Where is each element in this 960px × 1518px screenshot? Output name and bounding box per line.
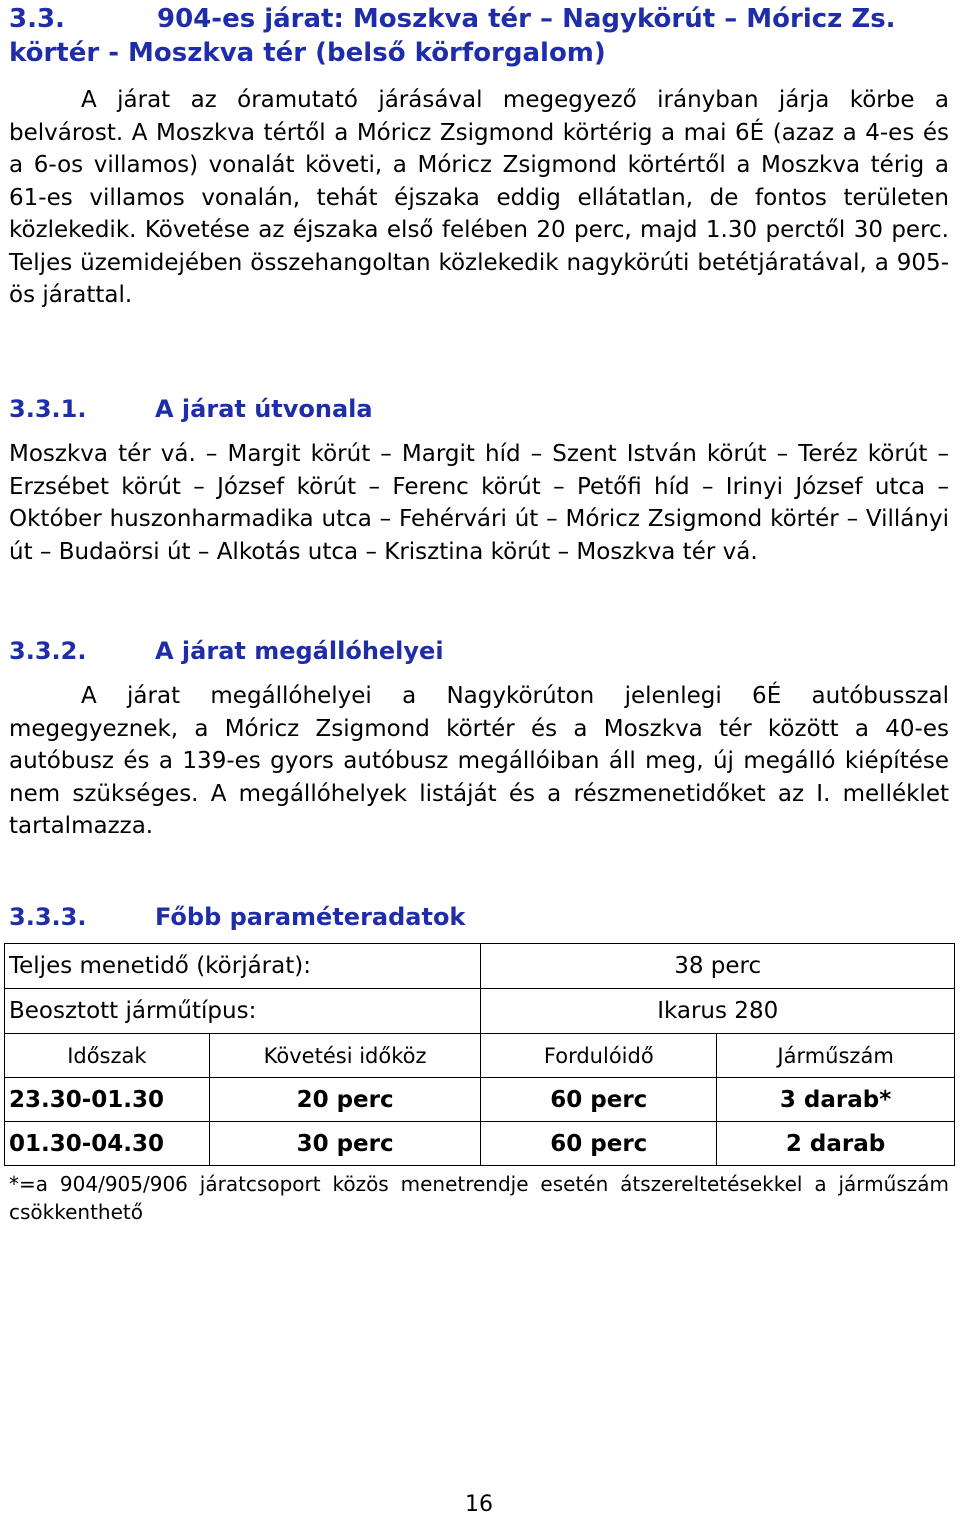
section-number: 3.3. (9, 4, 65, 34)
table-footnote: *=a 904/905/906 járatcsoport közös menetrendje esetén átszereltetésekkel a járműszám csökkenthető (9, 1172, 949, 1224)
table-header-row (5, 1034, 955, 1078)
page-number: 16 (465, 1492, 493, 1517)
subsection-heading-parameters (9, 902, 949, 932)
table-cell-label: Teljes menetidő (körjárat): (5, 944, 481, 989)
table-header-cell: Fordulóidő (481, 1034, 717, 1078)
section-title: 904-es járat: Moszkva tér – Nagykörút – Móricz Zs. körtér - Moszkva tér (belső körforgalom) (9, 4, 896, 68)
table-row (5, 944, 955, 989)
table-cell: 3 darab* (717, 1078, 955, 1122)
table-cell-value: 38 perc (481, 944, 955, 989)
table-row (5, 1078, 955, 1122)
section-heading (9, 2, 949, 70)
table-cell: 01.30-04.30 (5, 1122, 210, 1166)
table-cell: 30 perc (209, 1122, 481, 1166)
table-cell: 23.30-01.30 (5, 1078, 210, 1122)
subsection-heading-route (9, 394, 949, 424)
subsection-number: 3.3.3. (9, 903, 87, 931)
table-cell: 2 darab (717, 1122, 955, 1166)
table-cell: 60 perc (481, 1122, 717, 1166)
table-cell-label: Beosztott járműtípus: (5, 989, 481, 1034)
stops-paragraph: A járat megállóhelyei a Nagykörúton jelenlegi 6É autóbusszal megegyeznek, a Móricz Zsigmond körtér és a Moszkva tér között a 40-es autóbusz és a 139-es gyors autóbusz megállóiban áll meg, új megálló kiépítése nem szükséges. A megállóhelyek listáját és a részmenetidőket az I. melléklet tartalmazza. (9, 683, 949, 839)
subsection-title: A járat megállóhelyei (155, 637, 444, 665)
table-cell-value: Ikarus 280 (481, 989, 955, 1034)
subsection-title: A járat útvonala (155, 395, 373, 423)
table-header-cell: Járműszám (717, 1034, 955, 1078)
table-cell: 60 perc (481, 1078, 717, 1122)
table-header-cell: Követési időköz (209, 1034, 481, 1078)
subsection-heading-stops (9, 636, 949, 666)
subsection-title: Főbb paraméteradatok (155, 903, 466, 931)
table-cell: 20 perc (209, 1078, 481, 1122)
subsection-number: 3.3.2. (9, 637, 87, 665)
subsection-number: 3.3.1. (9, 395, 87, 423)
parameters-table (4, 943, 955, 1166)
table-row (5, 989, 955, 1034)
table-row (5, 1122, 955, 1166)
route-paragraph: Moszkva tér vá. – Margit körút – Margit híd – Szent István körút – Teréz körút – Erzsébet körút – József körút – Ferenc körút – Petőfi híd – Irinyi József utca – Október huszonharmadika utca – Fehérvári út – Móricz Zsigmond körtér – Villányi út – Budaörsi út – Alkotás utca – Krisztina körút – Moszkva tér vá. (9, 441, 949, 565)
intro-paragraph: A járat az óramutató járásával megegyező irányban járja körbe a belvárost. A Moszkva tértől a Móricz Zsigmond körtérig a mai 6É (azaz a 4-es és a 6-os villamos) vonalát követi, a Móricz Zsigmond körtértől a Moszkva térig a 61-es villamos vonalán, tehát éjszaka eddig ellátatlan, de fontos területen közlekedik. Követése az éjszaka első felében 20 perc, majd 1.30 perctől 30 perc. Teljes üzemidejében összehangoltan közlekedik nagykörúti betétjáratával, a 905-ös járattal. (9, 87, 949, 308)
table-header-cell: Időszak (5, 1034, 210, 1078)
